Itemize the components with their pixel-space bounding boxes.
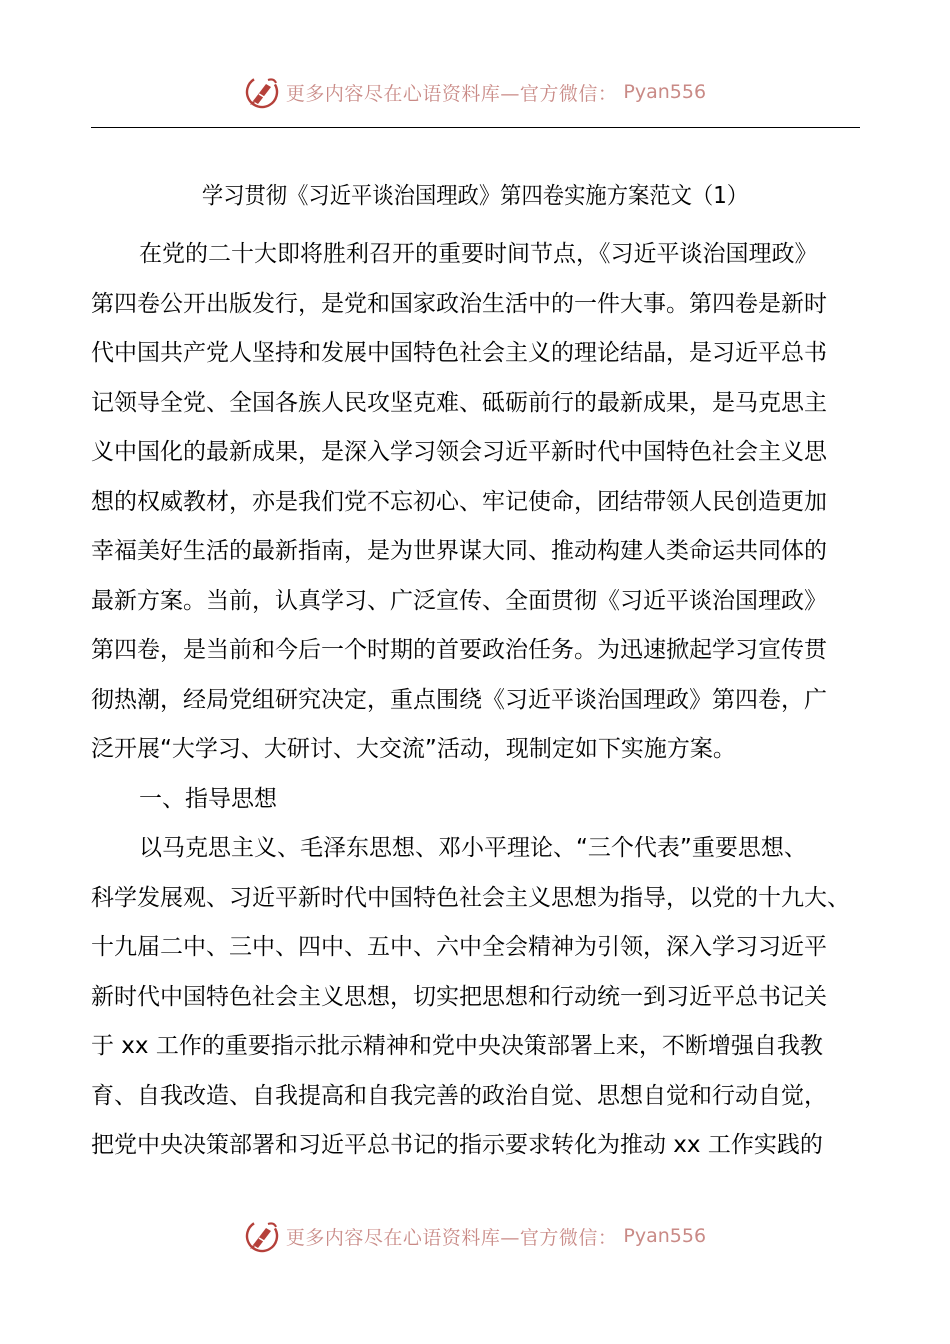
watermark-wechat-id: Pyan556 <box>623 81 707 103</box>
body-line: 于 xx 工作的重要指示批示精神和党中央决策部署上来，不断增强自我教 <box>91 1033 823 1059</box>
body-line: 义中国化的最新成果，是深入学习领会习近平新时代中国特色社会主义思 <box>91 439 827 465</box>
body-line: 以马克思主义、毛泽东思想、邓小平理论、“三个代表”重要思想、 <box>139 835 807 861</box>
body-line: 科学发展观、习近平新时代中国特色社会主义思想为指导，以党的十九大、 <box>91 885 850 911</box>
body-line: 十九届二中、三中、四中、五中、六中全会精神为引领，深入学习习近平 <box>91 934 827 960</box>
body-line: 新时代中国特色社会主义思想，切实把思想和行动统一到习近平总书记关 <box>91 984 827 1010</box>
watermark-text: 更多内容尽在心语资料库—官方微信： <box>285 82 618 105</box>
body-line: 第四卷公开出版发行，是党和国家政治生活中的一件大事。第四卷是新时 <box>91 291 827 317</box>
body-line: 育、自我改造、自我提高和自我完善的政治自觉、思想自觉和行动自觉， <box>91 1083 827 1109</box>
body-line: 最新方案。当前，认真学习、广泛宣传、全面贯彻《习近平谈治国理政》 <box>91 588 827 614</box>
section-heading: 一、指导思想 <box>139 786 277 812</box>
header-watermark <box>0 70 950 114</box>
body-line: 想的权威教材，亦是我们党不忘初心、牢记使命，团结带领人民创造更加 <box>91 489 827 515</box>
watermark-wechat-id: Pyan556 <box>623 1225 707 1247</box>
body-line: 代中国共产党人坚持和发展中国特色社会主义的理论结晶，是习近平总书 <box>91 340 827 366</box>
body-line: 彻热潮，经局党组研究决定，重点围绕《习近平谈治国理政》第四卷，广 <box>91 687 827 713</box>
footer-watermark <box>0 1214 950 1258</box>
pen-nib-logo-icon <box>244 74 280 110</box>
watermark-text: 更多内容尽在心语资料库—官方微信： <box>285 1226 618 1249</box>
header-divider <box>91 127 860 128</box>
body-line: 幸福美好生活的最新指南，是为世界谋大同、推动构建人类命运共同体的 <box>91 538 827 564</box>
body-line: 在党的二十大即将胜利召开的重要时间节点，《习近平谈治国理政》 <box>139 241 818 267</box>
pen-nib-logo-icon <box>244 1218 280 1254</box>
body-line: 把党中央决策部署和习近平总书记的指示要求转化为推动 xx 工作实践的 <box>91 1132 823 1158</box>
body-line: 第四卷，是当前和今后一个时期的首要政治任务。为迅速掀起学习宣传贯 <box>91 637 827 663</box>
body-line: 泛开展“大学习、大研讨、大交流”活动，现制定如下实施方案。 <box>91 736 736 762</box>
document-title: 学习贯彻《习近平谈治国理政》第四卷实施方案范文（1） <box>201 183 749 209</box>
body-line: 记领导全党、全国各族人民攻坚克难、砥砺前行的最新成果，是马克思主 <box>91 390 827 416</box>
